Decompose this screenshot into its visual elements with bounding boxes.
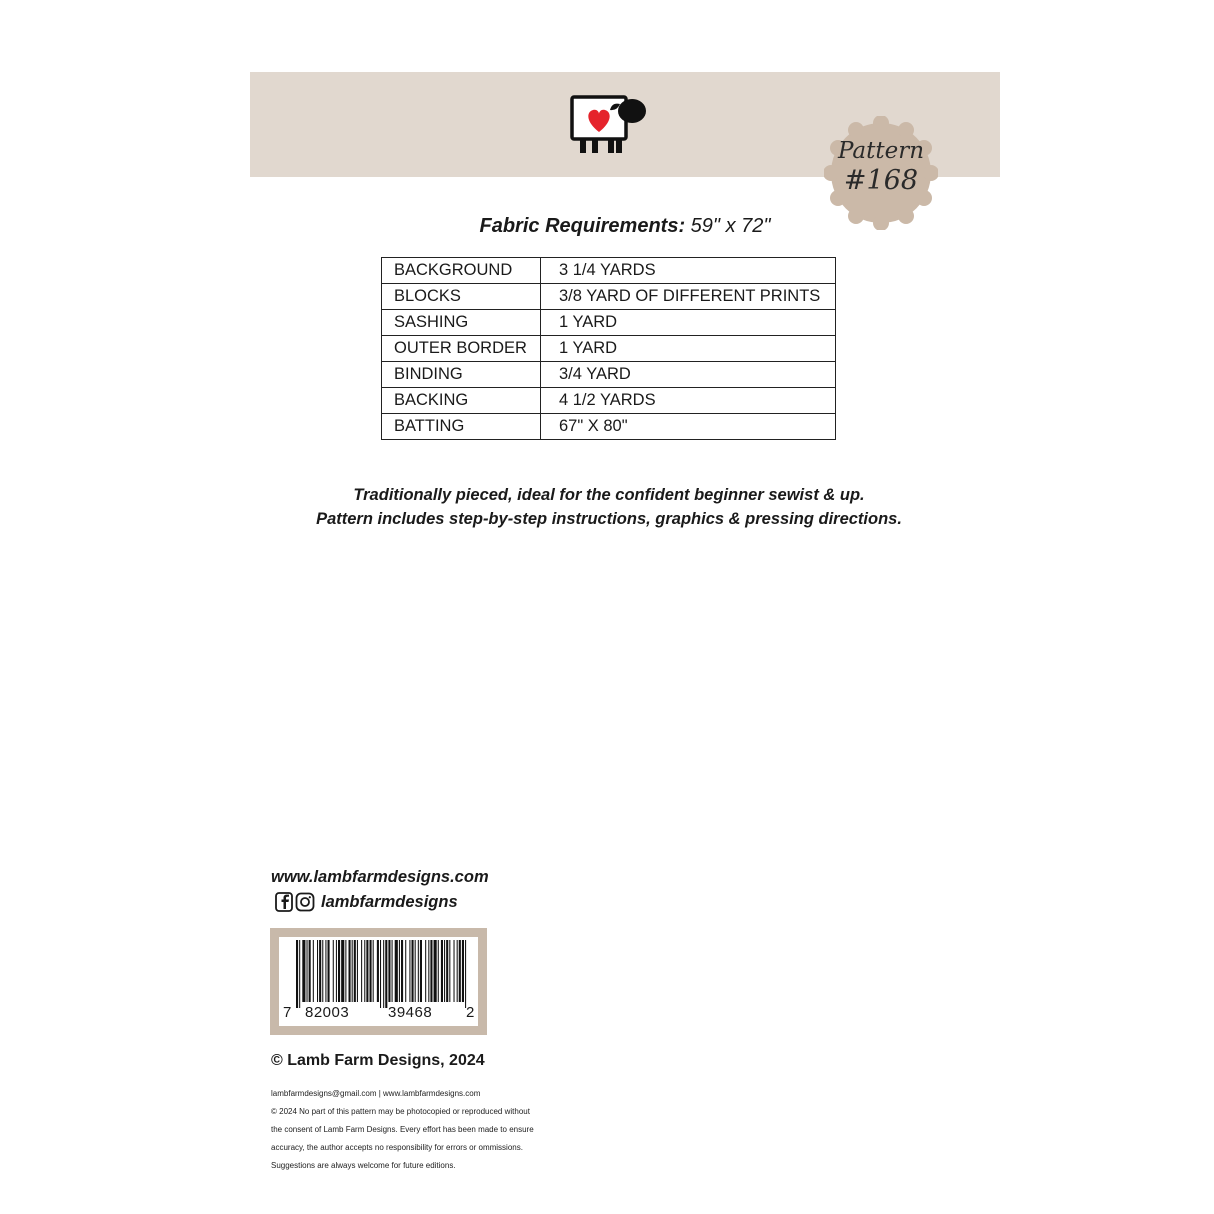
fabric-item: SASHING <box>382 310 541 336</box>
barcode-bar <box>380 940 381 1008</box>
barcode-bar <box>349 940 351 1002</box>
fabric-item: BACKGROUND <box>382 258 541 284</box>
barcode-bar <box>325 940 326 1002</box>
barcode-bar <box>317 940 318 1002</box>
description-line1: Traditionally pieced, ideal for the confident beginner sewist & up. <box>353 486 865 504</box>
barcode-bar <box>309 940 311 1002</box>
fabric-item: BACKING <box>382 388 541 414</box>
barcode-bar <box>399 940 400 1002</box>
fabric-item: BLOCKS <box>382 284 541 310</box>
badge-text <box>824 140 938 194</box>
barcode-bar <box>341 940 344 1002</box>
pattern-description <box>250 483 968 531</box>
fabric-item: OUTER BORDER <box>382 336 541 362</box>
barcode-bar <box>361 940 362 1002</box>
barcode-bar <box>377 940 379 1002</box>
barcode-bar <box>438 940 439 1002</box>
table-row <box>382 388 836 414</box>
barcode-group2: 39468 <box>388 1004 433 1021</box>
fine-print <box>271 1085 611 1175</box>
fine-print-line: accuracy, the author accepts no responsibility for errors or ommissions. <box>271 1143 523 1152</box>
barcode-bar <box>409 940 410 1002</box>
barcode-bar <box>388 940 390 1002</box>
barcode-bar <box>405 940 406 1002</box>
table-row <box>382 362 836 388</box>
barcode-bar <box>430 940 432 1002</box>
fine-print-line: © 2024 No part of this pattern may be photocopied or reproduced without <box>271 1107 530 1116</box>
barcode-bar <box>319 940 321 1002</box>
barcode-bar <box>401 940 403 1002</box>
barcode <box>296 940 468 1008</box>
barcode-bar <box>364 940 365 1002</box>
barcode-bar <box>370 940 372 1002</box>
barcode-bar <box>296 940 298 1008</box>
barcode-bar <box>385 940 387 1008</box>
badge-line2: #168 <box>843 165 919 196</box>
fabric-amount: 3/8 YARD OF DIFFERENT PRINTS <box>541 284 836 310</box>
barcode-bar <box>299 940 300 1008</box>
fabric-amount: 4 1/2 YARDS <box>541 388 836 414</box>
fabric-amount: 1 YARD <box>541 336 836 362</box>
barcode-bar <box>307 940 308 1002</box>
barcode-bar <box>418 940 419 1002</box>
table-row <box>382 258 836 284</box>
fabric-amount: 3 1/4 YARDS <box>541 258 836 284</box>
barcode-bar <box>434 940 437 1002</box>
barcode-bar <box>333 940 334 1002</box>
fine-print-line: lambfarmdesigns@gmail.com | www.lambfarmdesigns.com <box>271 1089 481 1098</box>
barcode-bar <box>357 940 358 1002</box>
barcode-bar <box>420 940 422 1002</box>
barcode-bar <box>366 940 368 1002</box>
barcode-bar <box>328 940 330 1002</box>
fabric-item: BATTING <box>382 414 541 440</box>
quilt-size: 59" x 72" <box>690 215 771 237</box>
barcode-bar <box>383 940 384 1008</box>
barcode-bar <box>392 940 393 1002</box>
barcode-bar <box>354 940 356 1002</box>
sheep-heart-logo <box>568 94 648 156</box>
barcode-bar <box>454 940 455 1002</box>
barcode-bar <box>313 940 314 1002</box>
fabric-amount: 1 YARD <box>541 310 836 336</box>
barcode-bar <box>425 940 426 1002</box>
table-row <box>382 414 836 440</box>
barcode-bar <box>345 940 346 1002</box>
barcode-bar <box>322 940 323 1002</box>
table-row <box>382 284 836 310</box>
barcode-bar <box>462 940 464 1002</box>
barcode-bar <box>449 940 450 1002</box>
barcode-bar <box>373 940 374 1002</box>
social-handle[interactable]: lambfarmdesigns <box>321 892 458 911</box>
fabric-label: Fabric Requirements: <box>479 215 686 237</box>
barcode-digit-left: 7 <box>283 1004 292 1021</box>
barcode-bar <box>415 940 416 1002</box>
description-line2: Pattern includes step-by-step instructions, graphics & pressing directions. <box>316 510 902 528</box>
copyright: © Lamb Farm Designs, 2024 <box>271 1052 485 1069</box>
instagram-icon[interactable] <box>295 892 315 912</box>
barcode-bar <box>336 940 337 1002</box>
fabric-amount: 67" X 80" <box>541 414 836 440</box>
barcode-bar <box>465 940 466 1008</box>
table-row <box>382 310 836 336</box>
badge-line1: Pattern <box>837 138 925 164</box>
fabric-item: BINDING <box>382 362 541 388</box>
fabric-requirements-table <box>381 257 836 440</box>
barcode-bar <box>459 940 461 1002</box>
table-row <box>382 336 836 362</box>
barcode-group1: 82003 <box>305 1004 350 1021</box>
barcode-bar <box>352 940 353 1002</box>
barcode-bar <box>395 940 398 1002</box>
barcode-bar <box>446 940 448 1002</box>
barcode-bar <box>441 940 443 1002</box>
barcode-bar <box>412 940 414 1002</box>
barcode-bar <box>444 940 445 1002</box>
facebook-icon[interactable] <box>275 892 293 912</box>
website-link[interactable]: www.lambfarmdesigns.com <box>271 868 489 886</box>
barcode-bar <box>338 940 340 1002</box>
fine-print-line: the consent of Lamb Farm Designs. Every effort has been made to ensure <box>271 1125 534 1134</box>
social-links <box>275 892 458 912</box>
barcode-bar <box>457 940 458 1002</box>
fine-print-line: Suggestions are always welcome for future editions. <box>271 1161 456 1170</box>
barcode-digit-right: 2 <box>466 1004 475 1021</box>
fabric-amount: 3/4 YARD <box>541 362 836 388</box>
barcode-bar <box>302 940 305 1002</box>
fabric-requirements-heading <box>250 215 1000 238</box>
barcode-bar <box>428 940 429 1002</box>
